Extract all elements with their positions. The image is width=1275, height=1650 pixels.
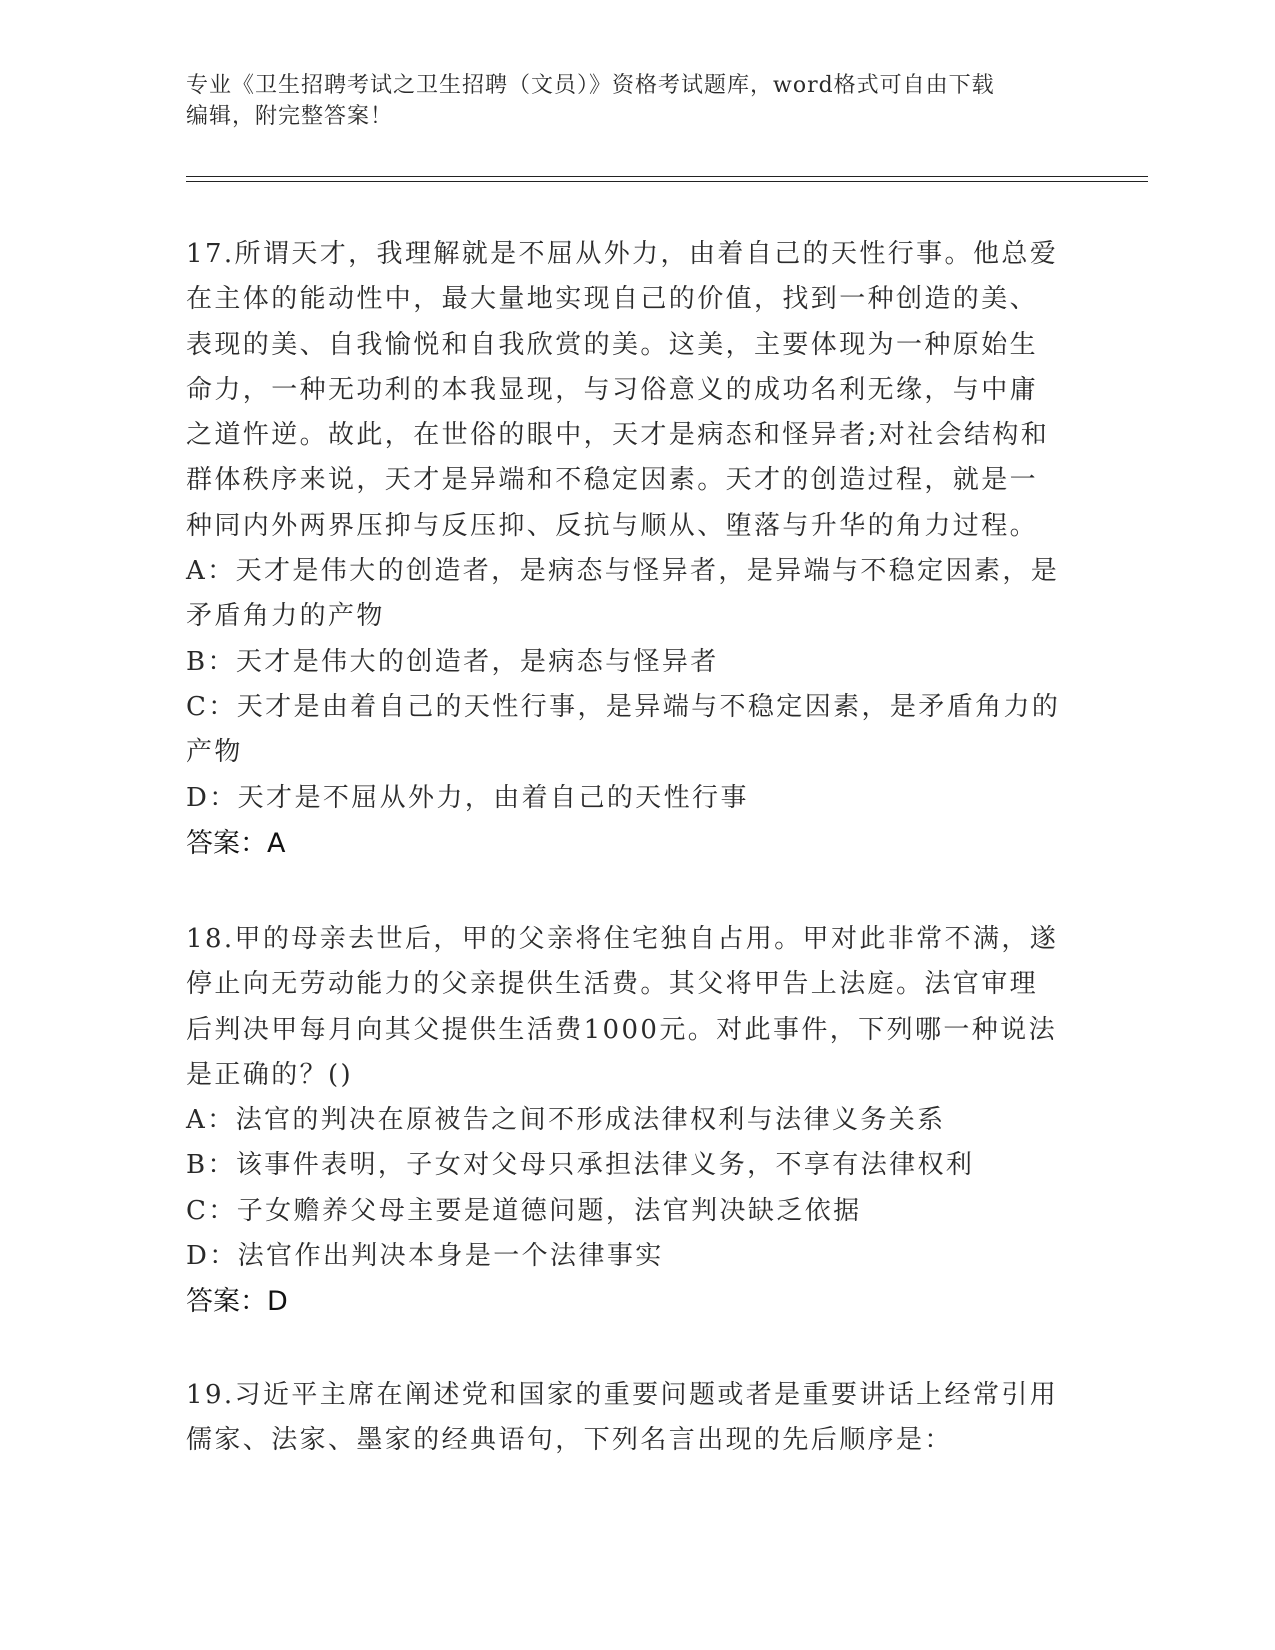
header-line: 专业《卫生招聘考试之卫生招聘（文员）》资格考试题库，word格式可自由下载 xyxy=(186,73,995,98)
option-c: C：子女赡养父母主要是道德问题，法官判决缺乏依据 xyxy=(186,1195,862,1226)
question-text-line: 种同内外两界压抑与反压抑、反抗与顺从、堕落与升华的角力过程。 xyxy=(186,510,1039,541)
question-text-line: 群体秩序来说，天才是异端和不稳定因素。天才的创造过程，就是一 xyxy=(186,465,1039,496)
question-17 xyxy=(186,232,1086,866)
document-header xyxy=(186,70,1076,132)
header-double-rule xyxy=(186,176,1148,182)
question-text-line: 在主体的能动性中，最大量地实现自己的价值，找到一种创造的美、 xyxy=(186,284,1039,315)
answer-line: 答案：D xyxy=(186,1286,288,1318)
answer-line: 答案：A xyxy=(186,827,286,859)
option-b: B：该事件表明，子女对父母只承担法律义务，不享有法律权利 xyxy=(186,1150,975,1181)
question-text-line: 19.习近平主席在阐述党和国家的重要问题或者是重要讲话上经常引用 xyxy=(186,1380,1059,1410)
option-a-continued: 矛盾角力的产物 xyxy=(186,601,385,632)
question-text-line: 17.所谓天才，我理解就是不屈从外力，由着自己的天性行事。他总爱 xyxy=(186,239,1059,269)
option-a: A：法官的判决在原被告之间不形成法律权利与法律义务关系 xyxy=(186,1105,946,1136)
question-text-line: 儒家、法家、墨家的经典语句，下列名言出现的先后顺序是： xyxy=(186,1425,953,1456)
option-b: B：天才是伟大的创造者，是病态与怪异者 xyxy=(186,646,719,677)
question-text-line: 之道忤逆。故此，在世俗的眼中，天才是病态和怪异者;对社会结构和 xyxy=(186,420,1050,451)
question-text-line: 命力，一种无功利的本我显现，与习俗意义的成功名利无缘，与中庸 xyxy=(186,374,1039,405)
question-19 xyxy=(186,1373,1086,1464)
header-line: 编辑，附完整答案！ xyxy=(186,104,394,129)
question-text-line: 后判决甲每月向其父提供生活费1000元。对此事件，下列哪一种说法 xyxy=(186,1014,1057,1045)
question-18 xyxy=(186,917,1086,1325)
question-text-line: 是正确的？() xyxy=(186,1059,354,1090)
option-c-continued: 产物 xyxy=(186,737,243,768)
question-text-line: 表现的美、自我愉悦和自我欣赏的美。这美，主要体现为一种原始生 xyxy=(186,329,1039,360)
option-d: D：法官作出判决本身是一个法律事实 xyxy=(186,1241,664,1272)
option-d: D：天才是不屈从外力，由着自己的天性行事 xyxy=(186,782,749,813)
option-a: A：天才是伟大的创造者，是病态与怪异者，是异端与不稳定因素，是 xyxy=(186,556,1060,587)
question-text-line: 停止向无劳动能力的父亲提供生活费。其父将甲告上法庭。法官审理 xyxy=(186,969,1039,1000)
option-c: C：天才是由着自己的天性行事，是异端与不稳定因素，是矛盾角力的 xyxy=(186,691,1061,722)
question-text-line: 18.甲的母亲去世后，甲的父亲将住宅独自占用。甲对此非常不满，遂 xyxy=(186,924,1059,954)
